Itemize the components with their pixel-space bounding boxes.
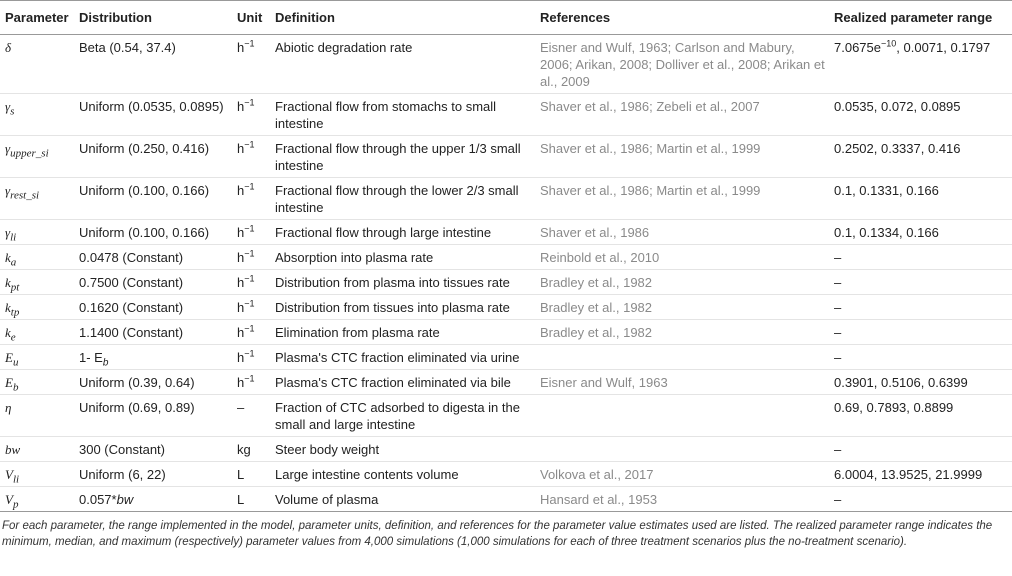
param-definition	[270, 395, 535, 437]
distribution-text: 0.057*	[79, 492, 117, 507]
definition-text: Distribution from tissues into plasma rate	[275, 300, 510, 315]
range-text: 0.3901, 0.5106, 0.6399	[834, 375, 968, 390]
unit-exponent: −1	[244, 298, 255, 309]
param-unit	[232, 320, 270, 345]
distribution-italic: bw	[116, 492, 134, 507]
param-unit	[232, 220, 270, 245]
param-symbol	[0, 245, 74, 270]
unit-text: h	[237, 141, 245, 156]
definition-text: Fractional flow from stomachs to small intestine	[275, 99, 497, 131]
table-row	[0, 320, 1012, 345]
table-row	[0, 35, 1012, 94]
table-row	[0, 295, 1012, 320]
param-definition	[270, 136, 535, 178]
symbol-base: η	[5, 400, 12, 415]
table-row	[0, 270, 1012, 295]
param-range	[829, 345, 1012, 370]
symbol-base: γ	[5, 183, 11, 198]
param-distribution	[74, 178, 232, 220]
symbol-subscript: li	[10, 231, 17, 244]
unit-text: L	[237, 492, 245, 507]
param-reference	[535, 270, 829, 295]
param-reference	[535, 320, 829, 345]
param-unit	[232, 295, 270, 320]
table-row	[0, 178, 1012, 220]
param-distribution	[74, 270, 232, 295]
param-definition	[270, 320, 535, 345]
definition-text: Fraction of CTC adsorbed to digesta in the small and large intestine	[275, 400, 520, 432]
header-definition: Definition	[270, 1, 535, 35]
unit-text: h	[237, 350, 245, 365]
param-reference	[535, 136, 829, 178]
distribution-text: Uniform (0.0535, 0.0895)	[79, 99, 224, 114]
unit-exponent: −1	[244, 181, 255, 192]
distribution-text: 0.1620 (Constant)	[79, 300, 184, 315]
reference-text: Bradley et al., 1982	[540, 275, 653, 290]
reference-text: Volkova et al., 2017	[540, 467, 654, 482]
distribution-text: Uniform (0.69, 0.89)	[79, 400, 195, 415]
symbol-base: γ	[5, 99, 11, 114]
param-unit	[232, 462, 270, 487]
unit-text: h	[237, 325, 245, 340]
param-unit	[232, 270, 270, 295]
definition-text: Large intestine contents volume	[275, 467, 459, 482]
param-definition	[270, 370, 535, 395]
table-row	[0, 220, 1012, 245]
range-text: –	[834, 492, 842, 507]
param-symbol	[0, 320, 74, 345]
distribution-subscript: b	[102, 357, 109, 369]
unit-exponent: −1	[244, 323, 255, 334]
table-row	[0, 487, 1012, 512]
param-reference	[535, 245, 829, 270]
unit-exponent: −1	[244, 273, 255, 284]
table-row	[0, 136, 1012, 178]
unit-exponent: −1	[244, 248, 255, 259]
param-unit	[232, 487, 270, 512]
range-text: –	[834, 442, 842, 457]
param-reference	[535, 395, 829, 437]
param-symbol	[0, 270, 74, 295]
unit-exponent: −1	[244, 38, 255, 49]
unit-text: h	[237, 40, 245, 55]
unit-text: h	[237, 99, 245, 114]
param-distribution	[74, 487, 232, 512]
param-symbol	[0, 370, 74, 395]
symbol-base: V	[5, 467, 13, 482]
param-range	[829, 370, 1012, 395]
range-text-post: , 0.0071, 0.1797	[896, 40, 991, 55]
param-unit	[232, 395, 270, 437]
symbol-base: k	[5, 325, 11, 340]
param-distribution	[74, 370, 232, 395]
param-definition	[270, 245, 535, 270]
unit-text: h	[237, 300, 245, 315]
reference-text: Bradley et al., 1982	[540, 325, 653, 340]
header-unit: Unit	[232, 1, 270, 35]
range-text: 0.69, 0.7893, 0.8899	[834, 400, 954, 415]
unit-text: h	[237, 225, 245, 240]
header-range: Realized parameter range	[829, 1, 1012, 35]
reference-text: Shaver et al., 1986	[540, 225, 650, 240]
symbol-base: E	[5, 375, 13, 390]
definition-text: Fractional flow through the upper 1/3 small intestine	[275, 141, 521, 173]
range-text: 0.1, 0.1331, 0.166	[834, 183, 939, 198]
param-reference	[535, 94, 829, 136]
param-distribution	[74, 437, 232, 462]
param-symbol	[0, 437, 74, 462]
param-reference	[535, 220, 829, 245]
table-caption: For each parameter, the range implemented in the model, parameter units, definition, and references for the parameter value estimates used are listed. The realized parameter range indicates the minimum, median, and maximum (respectively) parameter values from 4,000 simulations (1,000 simulations for each of three treatment scenarios plus the no-treatment scenario).	[2, 520, 993, 548]
table-body	[0, 35, 1012, 512]
param-unit	[232, 437, 270, 462]
unit-text: –	[237, 400, 245, 415]
param-unit	[232, 345, 270, 370]
unit-text: h	[237, 375, 245, 390]
param-definition	[270, 220, 535, 245]
reference-text: Shaver et al., 1986; Martin et al., 1999	[540, 183, 761, 198]
symbol-base: γ	[5, 141, 11, 156]
param-range	[829, 295, 1012, 320]
distribution-text: Uniform (6, 22)	[79, 467, 166, 482]
param-definition	[270, 94, 535, 136]
symbol-subscript: li	[12, 473, 20, 486]
table-row	[0, 94, 1012, 136]
param-range	[829, 395, 1012, 437]
reference-text: Reinbold et al., 2010	[540, 250, 660, 265]
symbol-subscript: p	[12, 498, 19, 511]
table-row	[0, 437, 1012, 462]
param-distribution	[74, 295, 232, 320]
param-distribution	[74, 35, 232, 94]
unit-text: L	[237, 467, 245, 482]
reference-text: Eisner and Wulf, 1963	[540, 375, 668, 390]
symbol-base: k	[5, 275, 11, 290]
distribution-text: Uniform (0.100, 0.166)	[79, 183, 210, 198]
table-row	[0, 395, 1012, 437]
param-reference	[535, 295, 829, 320]
definition-text: Distribution from plasma into tissues rate	[275, 275, 510, 290]
symbol-subscript: a	[10, 256, 17, 269]
header-distribution: Distribution	[74, 1, 232, 35]
unit-exponent: −1	[244, 373, 255, 384]
table-row	[0, 245, 1012, 270]
param-distribution	[74, 395, 232, 437]
reference-text: Shaver et al., 1986; Martin et al., 1999	[540, 141, 761, 156]
definition-text: Plasma's CTC fraction eliminated via bile	[275, 375, 511, 390]
range-text: –	[834, 350, 842, 365]
distribution-text: 1- E	[79, 350, 103, 365]
definition-text: Fractional flow through large intestine	[275, 225, 492, 240]
symbol-subscript: u	[12, 356, 19, 369]
distribution-text: 300 (Constant)	[79, 442, 165, 457]
symbol-base: k	[5, 300, 11, 315]
definition-text: Volume of plasma	[275, 492, 379, 507]
param-definition	[270, 345, 535, 370]
param-distribution	[74, 320, 232, 345]
param-definition	[270, 35, 535, 94]
param-range	[829, 270, 1012, 295]
symbol-subscript: b	[12, 381, 19, 394]
unit-text: h	[237, 183, 245, 198]
param-symbol	[0, 487, 74, 512]
param-reference	[535, 462, 829, 487]
symbol-subscript: s	[10, 105, 15, 118]
header-row	[0, 1, 1012, 35]
param-symbol	[0, 35, 74, 94]
param-definition	[270, 270, 535, 295]
distribution-text: Beta (0.54, 37.4)	[79, 40, 176, 55]
param-symbol	[0, 178, 74, 220]
param-reference	[535, 345, 829, 370]
reference-text: Shaver et al., 1986; Zebeli et al., 2007	[540, 99, 760, 114]
param-distribution	[74, 462, 232, 487]
reference-text: Eisner and Wulf, 1963; Carlson and Mabury, 2006; Arikan, 2008; Dolliver et al., 2008; Arikan et al., 2009	[540, 40, 825, 89]
param-definition	[270, 178, 535, 220]
unit-exponent: −1	[244, 139, 255, 150]
param-unit	[232, 136, 270, 178]
unit-text: kg	[237, 442, 251, 457]
param-definition	[270, 437, 535, 462]
symbol-base: γ	[5, 225, 11, 240]
param-distribution	[74, 94, 232, 136]
range-text: –	[834, 250, 842, 265]
symbol-base: δ	[5, 40, 12, 55]
param-symbol	[0, 295, 74, 320]
param-range	[829, 94, 1012, 136]
param-range	[829, 220, 1012, 245]
range-text: 0.2502, 0.3337, 0.416	[834, 141, 961, 156]
param-range	[829, 462, 1012, 487]
param-range	[829, 437, 1012, 462]
param-range	[829, 487, 1012, 512]
param-reference	[535, 370, 829, 395]
unit-exponent: −1	[244, 223, 255, 234]
unit-exponent: −1	[244, 97, 255, 108]
definition-text: Steer body weight	[275, 442, 380, 457]
symbol-base: E	[5, 350, 13, 365]
param-distribution	[74, 245, 232, 270]
definition-text: Absorption into plasma rate	[275, 250, 434, 265]
range-text: 6.0004, 13.9525, 21.9999	[834, 467, 983, 482]
param-reference	[535, 487, 829, 512]
reference-text: Bradley et al., 1982	[540, 300, 653, 315]
symbol-subscript: e	[10, 331, 16, 344]
definition-text: Abiotic degradation rate	[275, 40, 413, 55]
param-reference	[535, 35, 829, 94]
symbol-subscript: upper_si	[10, 147, 49, 160]
param-reference	[535, 437, 829, 462]
distribution-text: 1.1400 (Constant)	[79, 325, 184, 340]
param-symbol	[0, 94, 74, 136]
symbol-subscript: tp	[10, 306, 20, 319]
param-unit	[232, 178, 270, 220]
param-definition	[270, 295, 535, 320]
definition-text: Elimination from plasma rate	[275, 325, 440, 340]
header-references: References	[535, 1, 829, 35]
param-range	[829, 245, 1012, 270]
table-row	[0, 462, 1012, 487]
range-text: 7.0675e	[834, 40, 881, 55]
param-range	[829, 35, 1012, 94]
distribution-text: Uniform (0.100, 0.166)	[79, 225, 210, 240]
param-range	[829, 320, 1012, 345]
param-unit	[232, 35, 270, 94]
distribution-text: Uniform (0.250, 0.416)	[79, 141, 210, 156]
table-row	[0, 345, 1012, 370]
param-symbol	[0, 345, 74, 370]
symbol-base: k	[5, 250, 11, 265]
symbol-subscript: pt	[10, 281, 20, 294]
param-symbol	[0, 136, 74, 178]
param-symbol	[0, 395, 74, 437]
param-distribution	[74, 136, 232, 178]
symbol-base: V	[5, 492, 13, 507]
param-distribution	[74, 220, 232, 245]
range-text: 0.1, 0.1334, 0.166	[834, 225, 939, 240]
definition-text: Plasma's CTC fraction eliminated via urine	[275, 350, 520, 365]
header-parameter: Parameter	[0, 1, 74, 35]
param-symbol	[0, 462, 74, 487]
symbol-subscript: rest_si	[10, 189, 40, 202]
reference-text: Hansard et al., 1953	[540, 492, 658, 507]
param-distribution	[74, 345, 232, 370]
table-row	[0, 370, 1012, 395]
distribution-text: 0.7500 (Constant)	[79, 275, 184, 290]
param-range	[829, 136, 1012, 178]
param-definition	[270, 462, 535, 487]
distribution-text: 0.0478 (Constant)	[79, 250, 184, 265]
param-symbol	[0, 220, 74, 245]
definition-text: Fractional flow through the lower 2/3 small intestine	[275, 183, 519, 215]
unit-text: h	[237, 275, 245, 290]
range-text: –	[834, 275, 842, 290]
range-text: –	[834, 300, 842, 315]
range-text: 0.0535, 0.072, 0.0895	[834, 99, 961, 114]
range-exponent: −10	[881, 38, 897, 49]
param-range	[829, 178, 1012, 220]
symbol-base: bw	[5, 442, 21, 457]
distribution-text: Uniform (0.39, 0.64)	[79, 375, 195, 390]
range-text: –	[834, 325, 842, 340]
param-reference	[535, 178, 829, 220]
param-definition	[270, 487, 535, 512]
param-unit	[232, 94, 270, 136]
unit-exponent: −1	[244, 348, 255, 359]
param-unit	[232, 245, 270, 270]
unit-text: h	[237, 250, 245, 265]
param-unit	[232, 370, 270, 395]
